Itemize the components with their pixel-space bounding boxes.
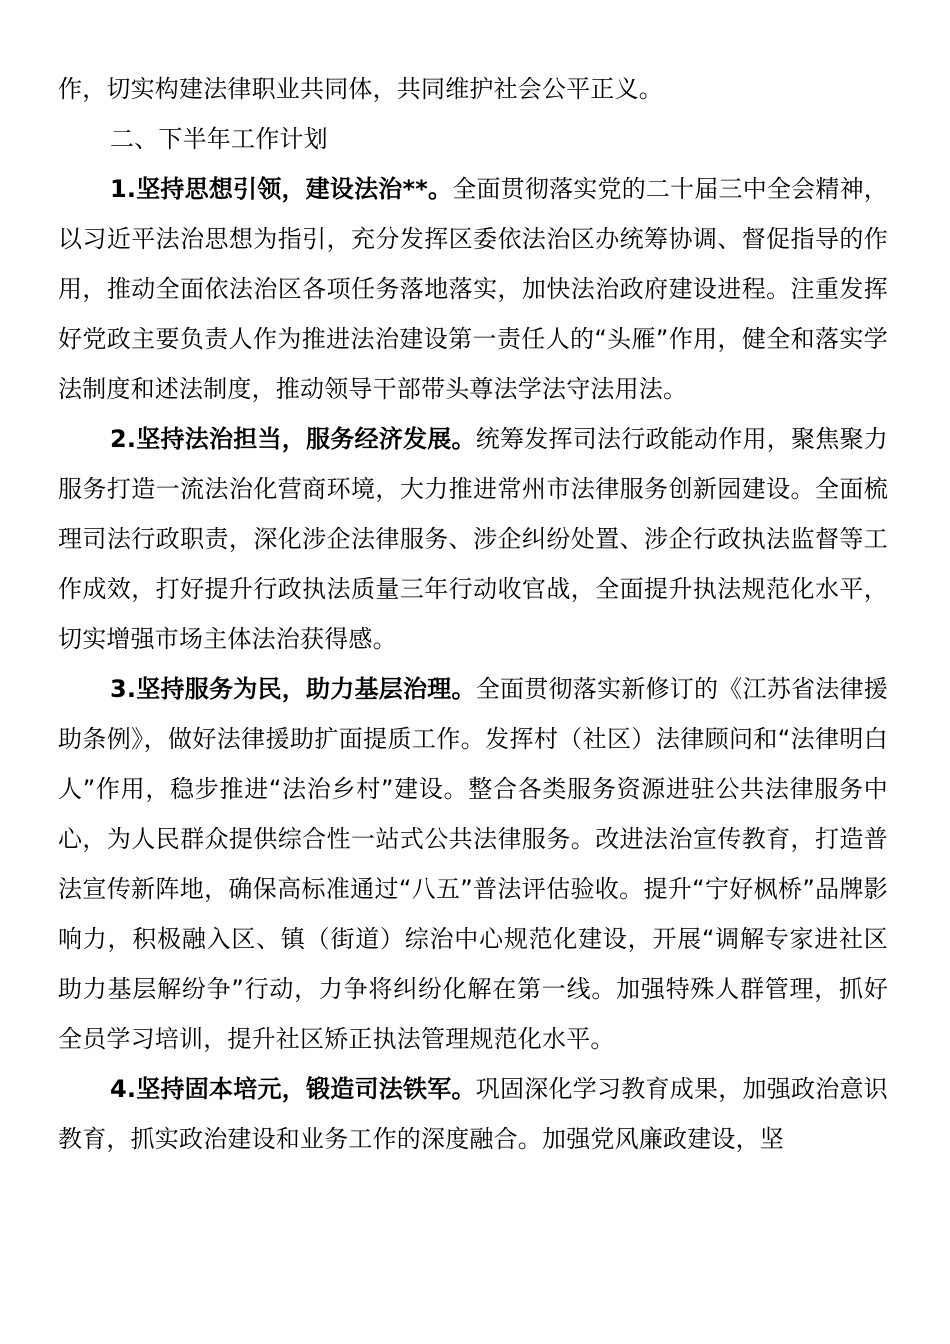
plan-item-2-body: 统筹发挥司法行政能动作用，聚焦聚力服务打造一流法治化营商环境，大力推进常州市法律服务创新园建设。全面梳理司法行政职责，深化涉企法律服务、涉企纠纷处置、涉企行政执法监督等工作成效，打好提升行政执法质量三年行动收官战，全面提升执法规范化水平，切实增强市场主体法治获得感。: [58, 425, 888, 653]
plan-item-3-body: 全面贯彻落实新修订的《江苏省法律援助条例》，做好法律援助扩面提质工作。发挥村（社区）法律顾问和“法律明白人”作用，稳步推进“法治乡村”建设。整合各类服务资源进驻公共法律服务中心，为人民群众提供综合性一站式公共法律服务。改进法治宣传教育，打造普法宣传新阵地，确保高标准通过“八五”普法评估验收。提升“宁好枫桥”品牌影响力，积极融入区、镇（街道）综治中心规范化建设，开展“调解专家进社区助力基层解纷争”行动，力争将纠纷化解在第一线。加强特殊人群管理，抓好全员学习培训，提升社区矫正执法管理规范化水平。: [58, 675, 888, 1053]
intro-tail-paragraph: 作，切实构建法律职业共同体，共同维护社会公平正义。: [58, 75, 663, 103]
plan-item-1-body: 全面贯彻落实党的二十届三中全会精神，以习近平法治思想为指引，充分发挥区委依法治区办统筹协调、督促指导的作用，推动全面依法治区各项任务落地落实，加快法治政府建设进程。注重发挥好党政主要负责人作为推进法治建设第一责任人的“头雁”作用，健全和落实学法制度和述法制度，推动领导干部带头尊法学法守法用法。: [58, 175, 888, 403]
plan-item-1: [58, 164, 888, 414]
plan-item-2: [58, 414, 888, 664]
document-body: [58, 64, 888, 1164]
plan-item-2-heading: 2.坚持法治担当，服务经济发展。: [110, 425, 476, 453]
plan-item-4-heading: 4.坚持固本培元，锻造司法铁军。: [110, 1075, 476, 1103]
plan-item-3: [58, 664, 888, 1064]
section-heading: 二、下半年工作计划: [110, 125, 328, 153]
plan-item-1-heading: 1.坚持思想引领，建设法治**。: [110, 175, 453, 203]
plan-item-3-heading: 3.坚持服务为民，助力基层治理。: [110, 675, 476, 703]
plan-item-4-body: 巩固深化学习教育成果，加强政治意识教育，抓实政治建设和业务工作的深度融合。加强党风廉政建设，坚: [58, 1075, 888, 1153]
plan-item-4: [58, 1064, 888, 1164]
